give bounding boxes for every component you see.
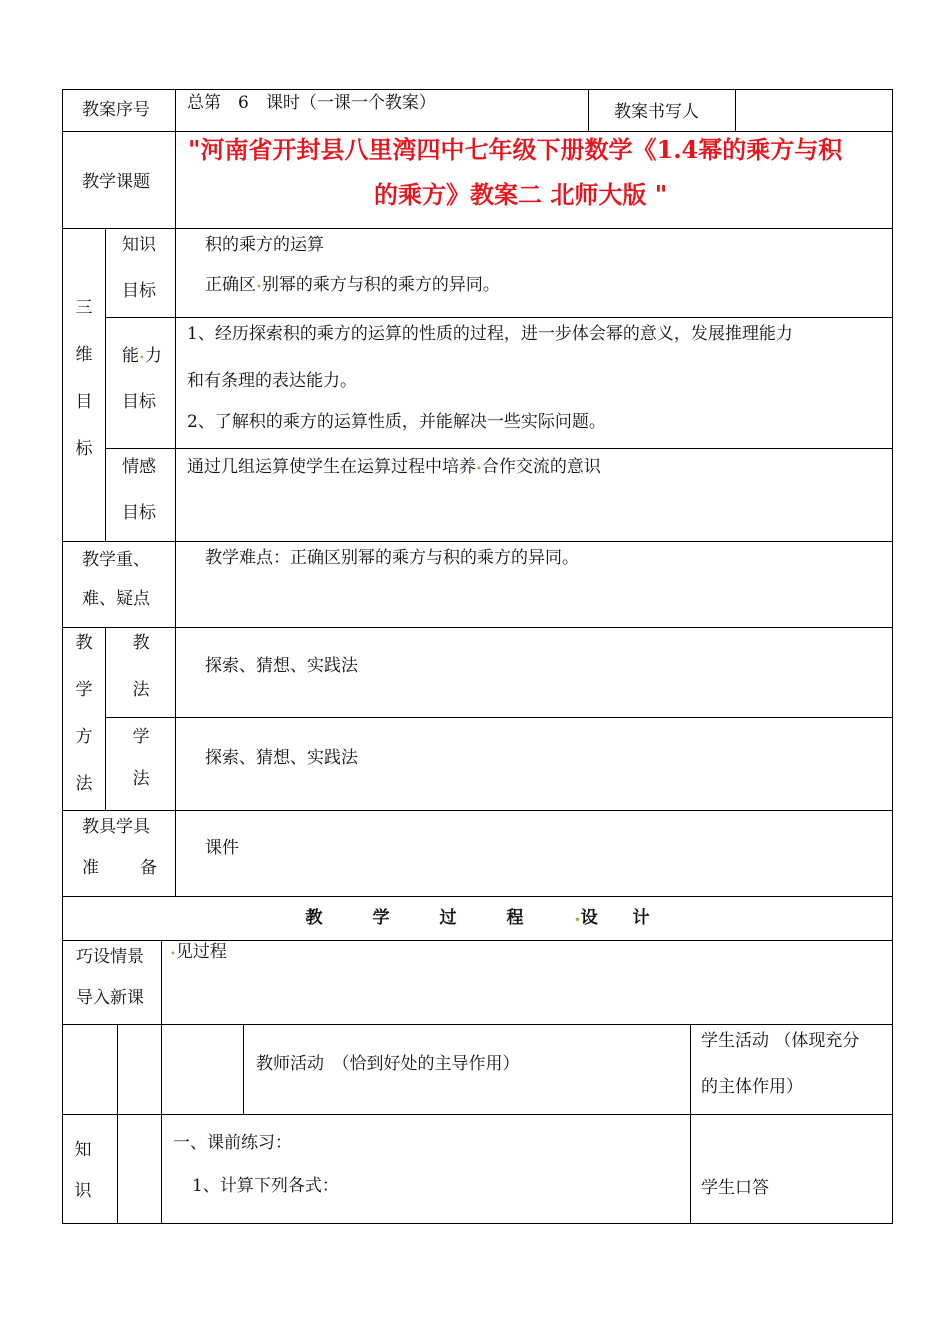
rule bbox=[62, 228, 893, 229]
topic-title-line1: "河南省开封县八里湾四中七年级下册数学《1.4幂的乘方与积 bbox=[188, 135, 843, 164]
ability-line1: 1、经历探索积的乘方的运算的性质的过程，进一步体会幂的意义，发展推理能力 bbox=[187, 324, 793, 344]
learn-method-label: 法 bbox=[132, 769, 150, 789]
student-activity-header-line2: 的主体作用） bbox=[701, 1077, 803, 1097]
student-activity-header-line1: 学生活动 （体现充分 bbox=[701, 1031, 860, 1051]
ability-label-b: 力 bbox=[144, 346, 162, 366]
mark-dot: • bbox=[256, 282, 262, 293]
emotion-text-a: 通过几组运算使学生在运算过程中培养 bbox=[187, 457, 476, 477]
process-header-char: 过 bbox=[439, 908, 457, 928]
rule bbox=[243, 1024, 244, 1114]
ability-label-2: 目标 bbox=[122, 392, 156, 412]
knowledge-row-line1: 一、课前练习： bbox=[173, 1133, 292, 1153]
objectives-group-char: 目 bbox=[75, 392, 93, 412]
mark-dot: • bbox=[476, 464, 482, 475]
emotion-label: 目标 bbox=[122, 503, 156, 523]
process-header-char: 学 bbox=[372, 908, 390, 928]
rule bbox=[62, 1223, 893, 1224]
intro-text bbox=[170, 942, 227, 965]
knowledge-label: 知识 bbox=[122, 235, 156, 255]
knowledge-line2 bbox=[205, 275, 500, 298]
process-header-char: 计 bbox=[632, 908, 650, 928]
ability-line2: 和有条理的表达能力。 bbox=[187, 371, 357, 391]
knowledge-row-line2: 1、计算下列各式： bbox=[192, 1176, 339, 1196]
objectives-group-char: 三 bbox=[75, 298, 93, 318]
topic-title-line2: 的乘方》教案二 北师大版 " bbox=[374, 180, 668, 209]
knowledge-line1: 积的乘方的运算 bbox=[205, 235, 324, 255]
rule bbox=[175, 89, 176, 896]
mark-dot: • bbox=[139, 353, 145, 364]
mark-dot: • bbox=[170, 949, 176, 960]
process-header-design-a: 设 bbox=[580, 908, 598, 928]
rule bbox=[62, 1024, 893, 1025]
knowledge-row-label: 识 bbox=[74, 1181, 92, 1201]
methods-group-char: 教 bbox=[75, 633, 93, 653]
rule bbox=[105, 717, 893, 718]
rule bbox=[62, 89, 893, 90]
key-points-label: 教学重、 bbox=[82, 550, 150, 570]
mark-dot: • bbox=[574, 915, 581, 926]
process-header-char: 教 bbox=[305, 908, 323, 928]
intro-label: 导入新课 bbox=[76, 988, 144, 1008]
objectives-group-char: 标 bbox=[75, 439, 93, 459]
knowledge-label: 目标 bbox=[122, 281, 156, 301]
rule bbox=[892, 89, 893, 1224]
rule bbox=[62, 131, 893, 132]
key-points-text: 教学难点：正确区别幂的乘方与积的乘方的异同。 bbox=[205, 548, 579, 568]
rule bbox=[690, 1024, 691, 1224]
rule bbox=[735, 89, 736, 131]
tools-label-a: 准 bbox=[82, 858, 99, 878]
rule bbox=[62, 896, 893, 897]
tools-text: 课件 bbox=[205, 838, 239, 858]
rule bbox=[117, 1024, 118, 1224]
rule bbox=[62, 810, 893, 811]
lesson-info: 总第 6 课时（一课一个教案） bbox=[187, 93, 436, 113]
seq-label: 教案序号 bbox=[82, 100, 150, 120]
key-points-label: 难、疑点 bbox=[82, 589, 150, 609]
emotion-text bbox=[187, 457, 601, 480]
knowledge-line2-a: 正确区 bbox=[205, 275, 256, 295]
emotion-label: 情感 bbox=[122, 457, 156, 477]
writer-label: 教案书写人 bbox=[614, 102, 699, 122]
rule bbox=[62, 1114, 893, 1115]
rule bbox=[62, 89, 63, 1224]
teacher-activity-header: 教师活动 （恰到好处的主导作用） bbox=[256, 1054, 520, 1074]
rule bbox=[62, 940, 893, 941]
process-header-char: 程 bbox=[506, 908, 524, 928]
intro-text-value: 见过程 bbox=[175, 942, 227, 962]
ability-label bbox=[122, 346, 162, 369]
teach-method-label: 法 bbox=[132, 680, 150, 700]
knowledge-row-student: 学生口答 bbox=[701, 1178, 769, 1198]
methods-group-char: 学 bbox=[75, 680, 93, 700]
teach-method-text: 探索、猜想、实践法 bbox=[205, 656, 358, 676]
tools-label-b: 备 bbox=[140, 858, 157, 878]
knowledge-line2-b: 别幂的乘方与积的乘方的异同。 bbox=[261, 275, 500, 295]
emotion-text-b: 合作交流的意识 bbox=[481, 457, 601, 477]
rule bbox=[62, 541, 893, 542]
ability-label-a: 能 bbox=[122, 346, 139, 366]
rule bbox=[105, 228, 106, 541]
methods-group-char: 法 bbox=[75, 774, 93, 794]
learn-method-label: 学 bbox=[132, 727, 150, 747]
rule bbox=[62, 627, 893, 628]
tools-label-line1: 教具学具 bbox=[82, 817, 150, 837]
knowledge-row-label: 知 bbox=[74, 1140, 92, 1160]
teach-method-label: 教 bbox=[132, 633, 150, 653]
objectives-group-char: 维 bbox=[75, 345, 93, 365]
intro-label: 巧设情景 bbox=[76, 947, 144, 967]
rule bbox=[105, 448, 893, 449]
rule bbox=[105, 317, 893, 318]
learn-method-text: 探索、猜想、实践法 bbox=[205, 748, 358, 768]
rule bbox=[161, 940, 162, 1224]
rule bbox=[588, 89, 589, 131]
ability-line3: 2、了解积的乘方的运算性质，并能解决一些实际问题。 bbox=[187, 412, 606, 432]
rule bbox=[105, 627, 106, 810]
process-header-char bbox=[571, 903, 601, 928]
methods-group-char: 方 bbox=[75, 727, 93, 747]
topic-label: 教学课题 bbox=[82, 172, 150, 192]
